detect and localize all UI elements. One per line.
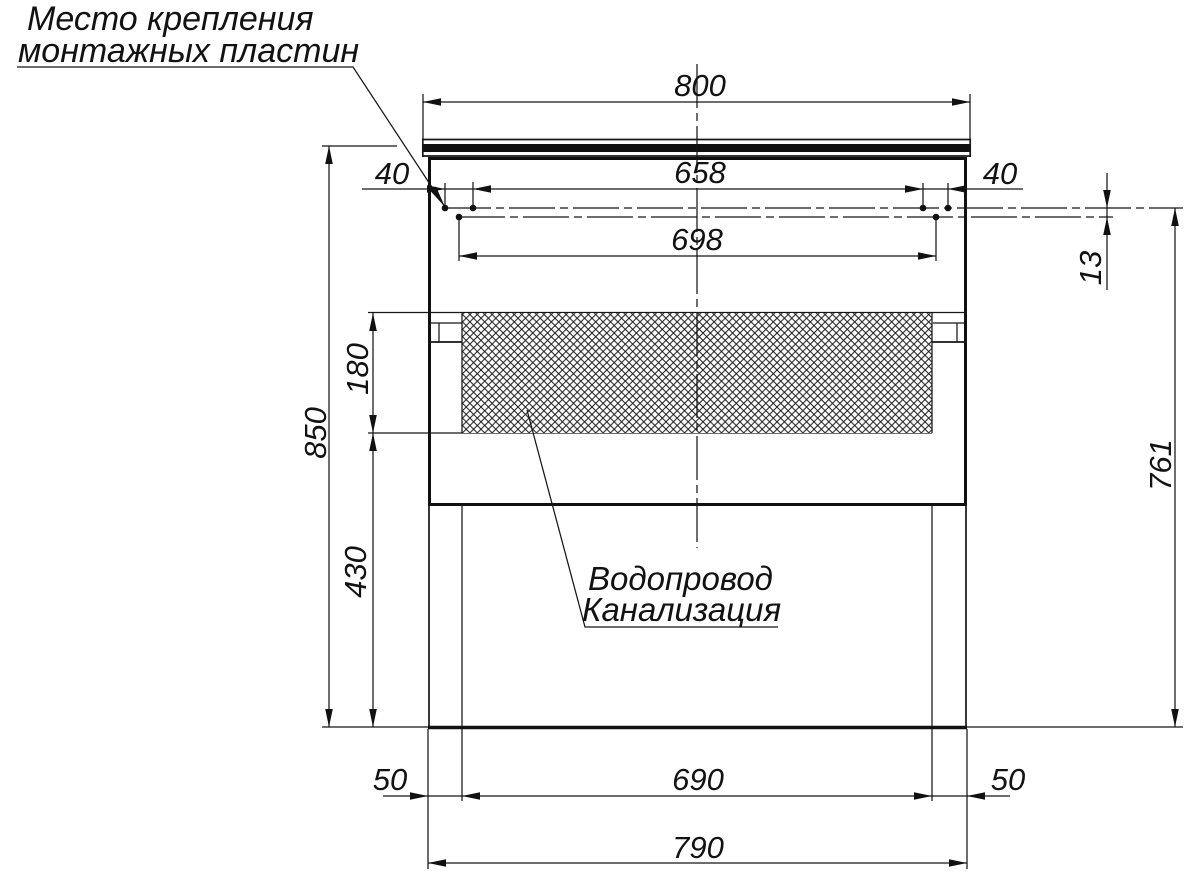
mount-dot [920, 205, 927, 212]
dim-698 [459, 222, 936, 260]
dim-13-label: 13 [1073, 250, 1108, 286]
dim-180-430 [338, 313, 377, 727]
arrowhead [369, 433, 377, 451]
mount-dot [442, 205, 449, 212]
mounting-callout-line2: монтажных пластин [18, 32, 360, 70]
dim-790-label: 790 [672, 830, 724, 865]
mount-dot [933, 214, 940, 221]
arrowhead [1171, 208, 1179, 226]
arrowhead [325, 146, 333, 164]
arrowhead [949, 859, 967, 867]
arrowhead [905, 185, 923, 193]
cabinet-body [368, 159, 967, 728]
arrowhead [918, 252, 936, 260]
arrowhead [369, 709, 377, 727]
arrowhead [967, 792, 985, 800]
arrowhead [1103, 217, 1111, 235]
arrowhead [1171, 709, 1179, 727]
dim-180-label: 180 [340, 343, 375, 395]
mount-dot [456, 214, 463, 221]
mount-dot [470, 205, 477, 212]
arrowhead [948, 185, 966, 193]
arrowhead [325, 709, 333, 727]
arrowhead [428, 859, 446, 867]
arrowhead [410, 792, 428, 800]
dim-698-label: 698 [671, 222, 723, 257]
dim-50-right-label: 50 [990, 762, 1026, 797]
dim-761 [1143, 208, 1179, 727]
dim-658-label: 658 [674, 155, 726, 190]
arrowhead [369, 415, 377, 433]
dim-40-658-40 [362, 155, 1023, 193]
arrowhead [459, 252, 477, 260]
plumbing-callout [527, 410, 781, 628]
arrowhead [423, 98, 441, 106]
dim-430-label: 430 [338, 546, 373, 598]
dim-50-left-label: 50 [372, 762, 408, 797]
dim-761-label: 761 [1143, 439, 1178, 491]
arrowhead [1103, 190, 1111, 208]
dim-800-label: 800 [674, 68, 726, 103]
arrowhead [369, 313, 377, 331]
dim-690-label: 690 [672, 762, 724, 797]
mounting-rows [442, 182, 1183, 261]
dim-40-right-label: 40 [982, 156, 1018, 191]
arrowhead [462, 792, 480, 800]
dim-850-label: 850 [298, 407, 333, 459]
mount-dot [945, 205, 952, 212]
mounting-callout-line1: Место крепления [27, 0, 314, 38]
arrowhead [952, 98, 970, 106]
plumbing-callout-line1: Водопровод [588, 560, 773, 597]
dim-bottom [373, 729, 1025, 869]
arrowhead [473, 185, 491, 193]
dim-13 [1073, 173, 1111, 290]
arrowhead [914, 792, 932, 800]
dim-40-left-label: 40 [374, 156, 410, 191]
plumbing-callout-line2: Канализация [582, 591, 782, 628]
dim-850 [298, 146, 428, 727]
